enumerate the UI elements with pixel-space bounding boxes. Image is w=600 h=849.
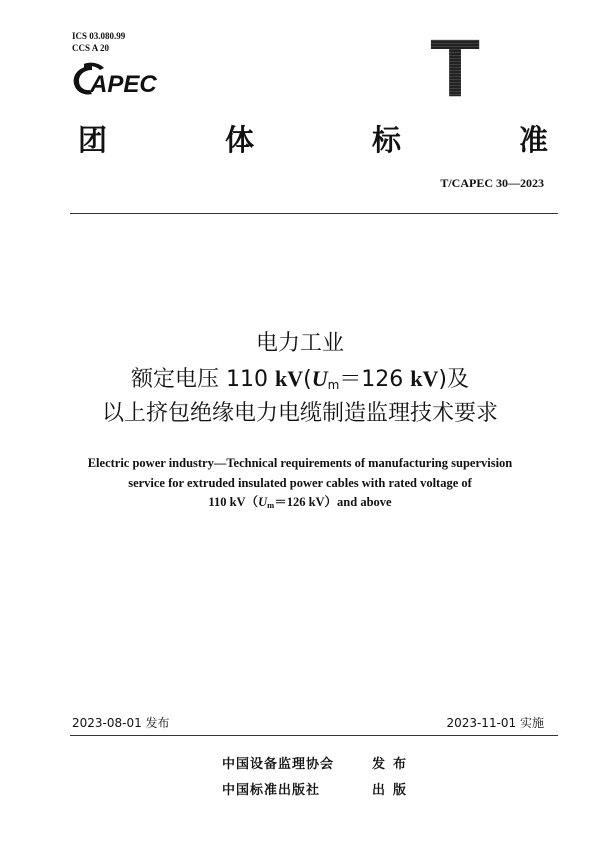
top-divider: [70, 213, 558, 214]
cn-title-kv-unit: kV: [274, 366, 304, 391]
cn-title-um-symbol: U: [311, 366, 328, 391]
heading-char: 体: [224, 123, 254, 157]
group-standard-heading: [78, 118, 548, 159]
en-title-line-1: Electric power industry—Technical requirements of manufacturing supervision: [87, 456, 513, 470]
heading-char: 标: [371, 123, 401, 157]
cn-title-line-3: 以上挤包绝缘电力电缆制造监理技术要求: [101, 401, 498, 426]
publishers: [222, 752, 432, 804]
issue-date: 2023-08-01 发布: [72, 716, 170, 730]
implementation-date: 2023-11-01 实施: [446, 716, 544, 730]
heading-char: 准: [518, 123, 548, 157]
bottom-divider: [70, 735, 558, 736]
en-title-line-3: [40, 492, 560, 515]
en-title-line-2: service for extruded insulated power cables with rated voltage of: [128, 476, 472, 490]
en-title-um-value: ＝126 kV）and above: [274, 495, 392, 509]
en-title-um-subscript: m: [267, 500, 275, 510]
logo-text: APEC: [90, 71, 157, 98]
publisher-org: 中国标准出版社: [222, 783, 321, 798]
cn-title-um-subscript: m: [327, 378, 340, 392]
capec-logo: [70, 62, 166, 98]
ics-code: ICS 03.080.99: [72, 31, 126, 41]
heading-char: 团: [78, 123, 108, 157]
publisher-row: [222, 778, 432, 804]
publisher-row: [222, 752, 432, 778]
standard-number: T/CAPEC 30—2023: [440, 176, 544, 190]
standard-letter-t: [430, 34, 480, 100]
ccs-code: CCS A 20: [72, 43, 110, 53]
cn-title-um-value: ＝126: [339, 367, 411, 392]
standard-letter: T: [430, 34, 480, 100]
cn-title-paren-close: )及: [438, 367, 469, 392]
cn-title-kv-unit: kV: [410, 366, 439, 391]
en-title-voltage: 110 kV（: [208, 495, 259, 509]
classification-codes: [72, 30, 125, 54]
publisher-action: 出版: [372, 783, 415, 798]
publisher-action: 发布: [372, 757, 415, 772]
cn-title-voltage: 额定电压 110: [130, 367, 275, 392]
publisher-org: 中国设备监理协会: [222, 757, 335, 772]
en-title-um-symbol: U: [258, 495, 268, 509]
cn-title-line-1: 电力工业: [255, 331, 344, 356]
cn-title-paren-open: (: [303, 367, 312, 392]
